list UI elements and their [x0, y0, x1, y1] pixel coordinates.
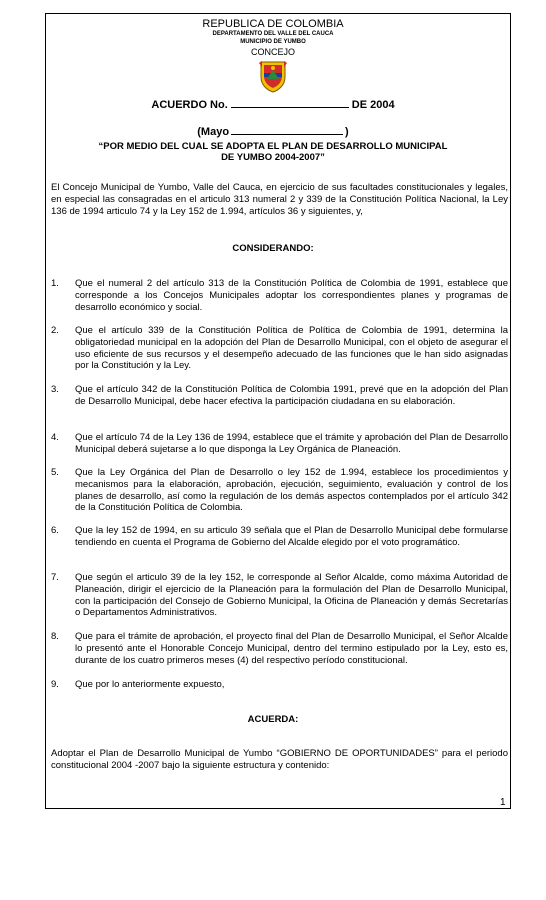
act-date-close: )	[345, 126, 349, 138]
item-number: 6.	[51, 525, 59, 536]
item-text: Que por lo anteriormente expuesto,	[75, 679, 225, 690]
item-text: Que para el trámite de aprobación, el proyecto final del Plan de Desarrollo Municipal, el Señor Alcalde lo presentó ante el Honorable Concejo Municipal, dentro del termino estipulado por la Ley, esto es, durante de los cuatro primeros meses (4) del respectivo período constitucional.	[75, 631, 508, 666]
act-number-blank	[231, 97, 349, 108]
act-title-line2: DE YUMBO 2004-2007”	[221, 152, 325, 163]
closing-paragraph: Adoptar el Plan de Desarrollo Municipal de Yumbo “GOBIERNO DE OPORTUNIDADES” para el periodo constitucional 2004 -2007 bajo la siguiente estructura y contenido:	[51, 748, 508, 771]
item-number: 8.	[51, 631, 59, 642]
act-date-blank	[231, 124, 343, 135]
item-text: Que el artículo 74 de la Ley 136 de 1994, establece que el trámite y aprobación del Plan de Desarrollo Municipal deberá sujetarse a lo que disponga la Ley Orgánica de Planeación.	[75, 432, 508, 455]
considerando-heading: CONSIDERANDO:	[232, 243, 314, 254]
list-item	[51, 278, 508, 313]
item-text: Que la Ley Orgánica del Plan de Desarrollo o ley 152 de 1.994, establece los procedimientos y mecanismos para la elaboración, aprobación, ejecución, seguimiento, evaluación y control de los planes de desarrollo, así como la regulación de los demás aspectos contemplados por el artículo 342 de la Constitución Política de Colombia.	[75, 467, 508, 514]
header-council: CONCEJO	[250, 47, 295, 57]
item-number: 4.	[51, 432, 59, 443]
item-text: Que el artículo 339 de la Constitución Política de Política de Colombia de 1991, determina la obligatoriedad municipal en la adopción del Plan de Desarrollo Municipal, con el objeto de asegurar el uso eficiente de sus recursos y el desempeño adecuado de las funciones que le han sido asignadas por la Constitución y la Ley.	[75, 325, 508, 372]
list-item	[51, 325, 508, 372]
item-number: 5.	[51, 467, 59, 478]
header-municipality: MUNICIPIO DE YUMBO	[240, 39, 306, 45]
list-item	[51, 572, 508, 619]
act-year: DE 2004	[351, 99, 395, 111]
item-text: Que la ley 152 de 1994, en su articulo 39 señala que el Plan de Desarrollo Municipal debe formularse tendiendo en cuenta el Programa de Gobierno del Alcalde elegido por el voto programático.	[75, 525, 508, 548]
header-department: DEPARTAMENTO DEL VALLE DEL CAUCA	[212, 31, 334, 37]
list-item	[51, 525, 508, 549]
list-item	[51, 631, 508, 666]
header-republic: REPUBLICA DE COLOMBIA	[202, 18, 344, 30]
list-item	[51, 384, 508, 408]
item-number: 1.	[51, 278, 59, 289]
item-number: 9.	[51, 679, 59, 690]
acuerda-heading: ACUERDA:	[247, 714, 299, 725]
item-text: Que el numeral 2 del artículo 313 de la Constitución Política de Colombia de 1991, establece que corresponde a los Concejos Municipales adoptar los correspondientes planes y programas de desarrollo económico y social.	[75, 278, 508, 313]
page-number: 1	[500, 797, 506, 808]
intro-paragraph: El Concejo Municipal de Yumbo, Valle del Cauca, en ejercicio de sus facultades constitucionales y legales, en especial las consagradas en el articulo 313 numeral 2 y 339 de la Constitución Política Nacional, la Ley 136 de 1994 articulo 74 y la Ley 152 de 1.994, artículos 36 y siguientes, y,	[51, 182, 508, 217]
list-item	[51, 679, 508, 691]
item-number: 7.	[51, 572, 59, 583]
act-title-line1: “POR MEDIO DEL CUAL SE ADOPTA EL PLAN DE DESARROLLO MUNICIPAL	[98, 141, 448, 152]
municipal-seal-icon	[258, 59, 288, 93]
item-number: 2.	[51, 325, 59, 336]
item-text: Que según el articulo 39 de la ley 152, le corresponde al Señor Alcalde, como máxima Autoridad de Planeación, dirigir el ejercicio de la Planeación para la formulación del Plan de Desarrollo Municipal, con la participación del Consejo de Gobierno Municipal, la Oficina de Planeación y demás Secretarías o Departamentos Administrativos.	[75, 572, 508, 619]
act-number	[0, 97, 546, 111]
item-text: Que el artículo 342 de la Constitución Política de Colombia 1991, prevé que en la adopción del Plan de Desarrollo Municipal, debe hacer efectiva la participación ciudadana en su elaboración.	[75, 384, 508, 407]
act-month: (Mayo	[197, 126, 230, 138]
list-item	[51, 432, 508, 456]
act-label: ACUERDO No.	[151, 99, 228, 111]
item-number: 3.	[51, 384, 59, 395]
list-item	[51, 467, 508, 514]
act-date	[0, 124, 546, 138]
act-title	[60, 141, 486, 163]
